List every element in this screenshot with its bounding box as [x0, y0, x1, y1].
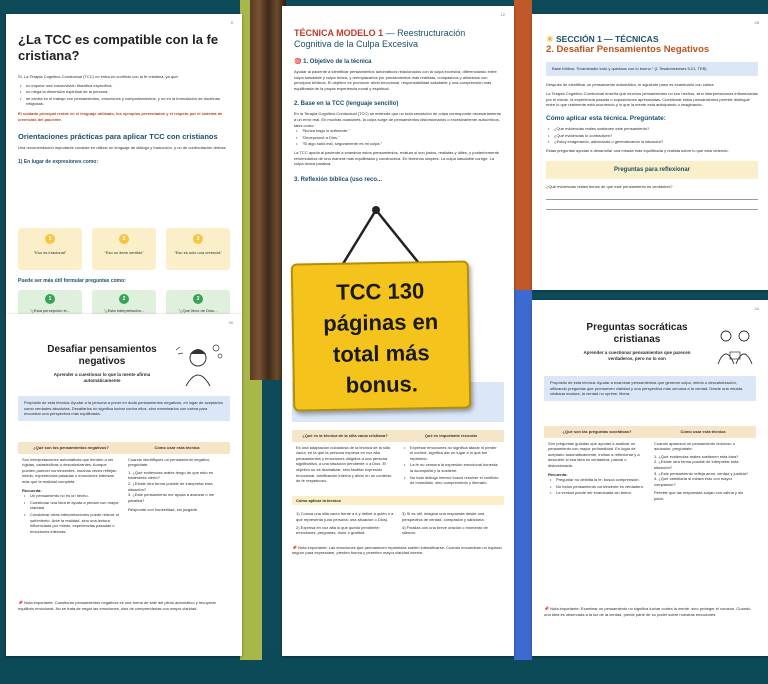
answer-line [546, 196, 758, 200]
page-number: 30 [228, 320, 233, 325]
cell-text: Cuando aparezca un pensamiento doloroso o acusador, pregúntate: [654, 440, 735, 452]
bullet-list [18, 83, 230, 107]
reflection-box [546, 161, 758, 179]
page-title [294, 28, 502, 50]
list-item: 3. ¿Este pensamiento me ayuda a avanzar o me paraliza? [128, 492, 215, 503]
table-cell [124, 454, 230, 539]
answer-line [546, 206, 758, 210]
page-title: Desafiar pensamientos negativos [47, 344, 157, 367]
cell-text: Son preguntas guiadas que ayudan a analizar un pensamiento con mayor profundidad. En lugar de aceptarlo automáticamente, invitan a reflexionar y a descubrir si esa idea es verdadera, parcial o distorsionada. [548, 440, 640, 468]
cell-subheading: Recuerda: [548, 471, 568, 477]
example-card [166, 228, 230, 270]
list-item: • Un pensamiento no es un hecho. [22, 493, 120, 499]
intro-text: Sí. La Terapia Cognitivo-Conductual (TCC) no entra en conflicto con la fe cristiana, ya que: [18, 74, 179, 79]
two-people-illustration [710, 324, 760, 366]
section-text: La TCC ayuda al paciente a examinar estos pensamientos, evaluar si son justos, realistas y útiles, y posteriormente reformularlos de una manera más equilibrada y constructiva. En términos simples: La culpa saludable corrige. La culpa tóxica paraliza. [294, 149, 499, 167]
note-text: El cuidado principal reside en el lenguaje utilizado, los ejemplos presentados y el respeto por el sistema de creencias del paciente. [18, 110, 223, 122]
table-cell [18, 454, 124, 539]
list-item: 1. ¿Qué evidencias reales tengo de que esto es totalmente cierto? [128, 469, 213, 481]
list-item: • "Nunca hago lo suficiente." [294, 128, 502, 134]
page-number: 5 [230, 20, 233, 25]
subheading: 1) En lugar de expresiones como: [18, 158, 99, 165]
card-number: 3 [193, 294, 203, 304]
page-title: ¿La TCC es compatible con la fe cristiana? [18, 32, 219, 63]
section-text: Ayudar al paciente a identificar pensamientos automáticos relacionados con la culpa excesiva, diferenciando entre culpa saludable y culpa tóxica, y reemplazarlos por pensamientos más realistas, compasivos y alineados con principios bíblicos. El objetivo es promover alivio emocional, responsabilidad saludable y una comprensión más equilibrada de la propia experiencia moral y espiritual. [294, 69, 497, 91]
list-item: • se centra en el trabajo con pensamientos, emociones y comportamientos, y no en la formulación de doctrinas religiosas. [18, 96, 230, 107]
card-number: 1 [45, 294, 55, 304]
table-cell: Es una adaptación cuidadosa de la técnica de la silla vacía, en la que la persona expresa en voz alta pensamientos y emociones dirigidos a una persona significativa, a una situación pendiente o a Dios. El objetivo no es dramatizar, sino facilitar expresión emocional, clarificación interna y alivio en un contexto de fe respetuoso. [296, 444, 392, 484]
cell-text: Permite que las respuestas surjan con calma y sin juicio. [654, 490, 744, 501]
list-item: • Expresar emociones no significa atacar ni perder el control; significa dar un lugar a lo que fue reprimido. [402, 445, 500, 462]
table-header: ¿Qué es la técnica de la silla vacía cristiana? [292, 430, 398, 442]
page-number: 28 [754, 20, 759, 25]
card-text: "¿Qué llevó de Dios... [178, 308, 218, 313]
list-item: 2. ¿Existe otra forma posible de interpretar esta situación? [128, 480, 213, 492]
subheading: Cómo aplicar esta técnica. Pregúntate: [546, 114, 666, 122]
page-seccion-tecnicas [532, 14, 768, 290]
note-text: 📌 Nota importante: Cuestionar pensamientos negativos es una forma de salir del piloto automático y recuperar equilibrio emocional. No se trata de negar las emociones, sino de comprenderlas con mayor claridad. [18, 600, 216, 611]
cell-text: Cuando identifiques un pensamiento negativo, pregúntate: [128, 456, 211, 468]
section-heading: Orientaciones prácticas para aplicar TCC con cristianos [18, 132, 218, 142]
list-item: 2. ¿Existe otra forma posible de interpretar esta situación? [654, 459, 739, 470]
section-text: En la Terapia Cognitivo-Conductual (TCC) se entiende que no toda sensación de culpa corresponde necesariamente a un error real. En muchas ocasiones, la culpa surge de pensamientos distorsionados o excesivamente autocríticos, tales como: [294, 111, 501, 128]
page-number: 12 [500, 12, 505, 17]
verse-box: Base bíblica: "Examinadlo todo y quedaos con lo bueno." (1 Tesalonicenses 5:21, TEB) [546, 62, 758, 76]
example-card [92, 228, 156, 270]
subheading: Puede ser más útil formular preguntas como: [18, 278, 126, 284]
table-header: Qué es importante recordar [398, 430, 504, 442]
list-item: 3) Si es útil, imagina una respuesta desde una perspectiva de verdad, compasión y sabiduría. [402, 511, 485, 522]
list-item: 1) Coloca una silla vacía frente a ti y define a quién o a qué representa (una persona, una situación o Dios). [296, 511, 394, 522]
sign-line: páginas en [323, 309, 439, 337]
table-header: ¿Qué son los pensamientos negativos? [18, 442, 124, 454]
box-title: Preguntas para reflexionar [613, 167, 691, 174]
title-accent: TÉCNICA MODELO 1 [294, 28, 384, 38]
question-card [18, 290, 82, 314]
card-text: "¿Esta interpretación... [103, 308, 145, 313]
section-text: Una recomendación importante consiste en utilizar un lenguaje de diálogo y traducción, y no de confrontación directa. [18, 145, 227, 151]
page-desafiar-pensamientos [6, 314, 242, 656]
note-text: 📌 Nota importante: Examinar un pensamiento no significa luchar contra la mente, sino proteger el corazón. Cuando una idea es observada a la luz de la verdad, pierde parte de su poder sobre nuestras emociones. [544, 606, 751, 617]
card-number: 1 [45, 234, 55, 244]
list-item: • Cuestionar una idea te ayuda a pensar con mayor claridad. [22, 500, 120, 511]
paragraph: La Terapia Cognitivo-Conductual enseña que muchos pensamientos no son hechos, sino interpretaciones influenciadas por el miedo, la experiencia pasada o suposiciones apresuradas. Cuestionar estos pensamientos permite distinguir entre lo que realmente está ocurriendo y lo que la mente está anticipando o imaginando. [546, 91, 758, 108]
technique-table [18, 442, 230, 538]
paragraph: Estas preguntas ayudan a desarrollar una mirada más equilibrada y realista sobre lo que está viviendo. [546, 147, 729, 153]
table-header: ¿Qué son las preguntas socráticas? [544, 426, 650, 438]
list-item: • No todos pensamiento convincente es verdadero. [548, 484, 646, 490]
card-number: 2 [119, 234, 129, 244]
cell-subheading: Recuerda: [22, 487, 42, 493]
technique-table [544, 426, 756, 505]
question-card [92, 290, 156, 314]
purpose-box: Propósito de esta técnica: Ayudar a examinar pensamientos que generan culpa, miedo o desvalorización, utilizando preguntas que promueven claridad y una perspectiva más cercana a la verdad. Desde una mirada cristiana madura, la verdad no oprime, libera. [544, 376, 756, 401]
card-text: "Eso es solo una creencia" [174, 250, 222, 255]
title-line: SECCIÓN 1 — TÉCNICAS [556, 34, 659, 44]
page-subtitle: Aprender a cuestionar lo que la mente afirma automáticamente [53, 372, 151, 383]
list-item: 4) Finaliza con una breve oración o momento de silencio. [402, 524, 488, 536]
section-heading: 2. Base en la TCC (lenguaje sencillo) [294, 101, 399, 108]
list-item: 2) Expresa en voz alta lo que quedó pendiente: emociones, preguntas, dolor o gratitud. [296, 524, 380, 536]
list-item: • "Decepcioné a Dios." [294, 135, 502, 141]
paragraph: Después de identificar un pensamiento automático, el siguiente paso es examinarlo con calma. [546, 81, 715, 87]
card-text: "Eso es irracional" [33, 250, 67, 255]
page-title: 2. Desafiar Pensamientos Negativos [546, 44, 710, 55]
page-tcc-compatible [6, 14, 242, 314]
list-item: • no impone una cosmovisión filosófica específica, [18, 83, 230, 89]
reflection-question: ¿Qué evidencias reales tienes de que este pensamiento es verdadero? [546, 184, 673, 190]
section-title [546, 34, 758, 44]
list-item: • La fe no censura la expresión emocional honesta; la acompaña y la sostiene. [402, 462, 500, 473]
list-item: • No todo diálogo interno busca resolver el conflicto de inmediato, sino comprenderlo y liberarlo. [402, 475, 500, 486]
card-text: "Eso no tiene sentido" [104, 250, 144, 255]
section-heading: 🎯 1. Objetivo de la técnica [294, 59, 372, 65]
table-cell [292, 508, 398, 538]
thinking-person-illustration [172, 340, 226, 388]
table-cell [650, 438, 756, 505]
blue-band-right [514, 290, 532, 660]
list-item: • "Si algo salió mal, seguramente es mi culpa." [294, 141, 502, 147]
example-card [18, 228, 82, 270]
cell-text: Son interpretaciones automáticas que tienden a ser rígidas, catastróficas o desvalorizantes. Aunque pueden parecer convincentes, muchas veces reflejan miedo, experiencias pasadas o emociones intensas, más que la realidad completa. [22, 456, 117, 484]
card-text: "¿Esta percepción le... [29, 308, 71, 313]
page-preguntas-socraticas [532, 300, 768, 656]
subheading: Cómo aplicar la técnica [292, 496, 504, 506]
list-item: • ¿Estoy exagerando, adivinando o generalizando la situación? [546, 139, 758, 145]
card-number: 3 [193, 234, 203, 244]
table-cell [398, 508, 504, 538]
card-number: 2 [119, 294, 129, 304]
list-item: 1. ¿Qué evidencias reales sostienen esta idea? [654, 453, 739, 459]
list-item: • no niega la dimensión espiritual de la persona, [18, 89, 230, 95]
sign-line: bonus. [345, 371, 419, 398]
technique-table [292, 430, 504, 556]
note-text: 📌 Nota importante: Las emociones que permanecen reprimidas suelen intensificarse. Cuando encuentran un espacio seguro para expresarse, pierden fuerza y permiten mayor claridad interior. [292, 544, 502, 556]
sign-line: TCC 130 [335, 278, 425, 305]
page-number: 24 [754, 306, 759, 311]
sun-icon: ☀ [546, 34, 554, 44]
title-rest: — Reestructuración Cognitiva de la Culpa Excesiva [294, 28, 466, 49]
table-header: Cómo usar esta técnica [650, 426, 756, 438]
table-header: Cómo usar esta técnica [124, 442, 230, 454]
purpose-box: Propósito de esta técnica: Ayudar a la persona a poner en duda pensamientos negativos, en lugar de aceptarlos como verdades absolutas. Desafiarlos no significa luchar contra ellos, sino examinarlos con calma para encontrar una perspectiva más equilibrada. [18, 396, 230, 421]
page-subtitle: Aprender a cuestionar pensamientos que parecen verdaderos, pero no lo son [583, 350, 691, 361]
table-cell [398, 442, 504, 490]
rust-band-right [514, 0, 532, 300]
promo-sign [291, 260, 472, 411]
sign-line: total más [332, 340, 430, 367]
list-item: • ¿Qué evidencias lo contradicen? [546, 133, 758, 139]
question-card [166, 290, 230, 314]
page-title: Preguntas socráticas cristianas [586, 322, 688, 345]
list-item: 4. ¿Qué cambiaría si mirara esto con mayor compasión? [654, 476, 733, 487]
list-item: • Preguntar no debilita la fe; busca comprensión. [548, 477, 646, 483]
list-item: • Considerar otras interpretaciones puede reducir el sufrimiento. Ante la realidad, sino una lectura influenciada por miedo, experiencias pasadas o emociones intensas. [22, 512, 120, 534]
list-item: • La verdad puede ser examinada sin temor. [548, 490, 646, 496]
section-heading: 3. Reflexión bíblica (uso reco... [294, 176, 383, 183]
cell-text: Responde con honestidad, sin juzgarte. [128, 507, 199, 513]
table-cell [544, 438, 650, 505]
bookshelf-band [250, 0, 286, 380]
list-item: • ¿Qué evidencias reales sostienen este pensamiento? [546, 126, 758, 132]
list-item: 3. ¿Este pensamiento refleja amor, verdad y justicia? [654, 470, 749, 476]
